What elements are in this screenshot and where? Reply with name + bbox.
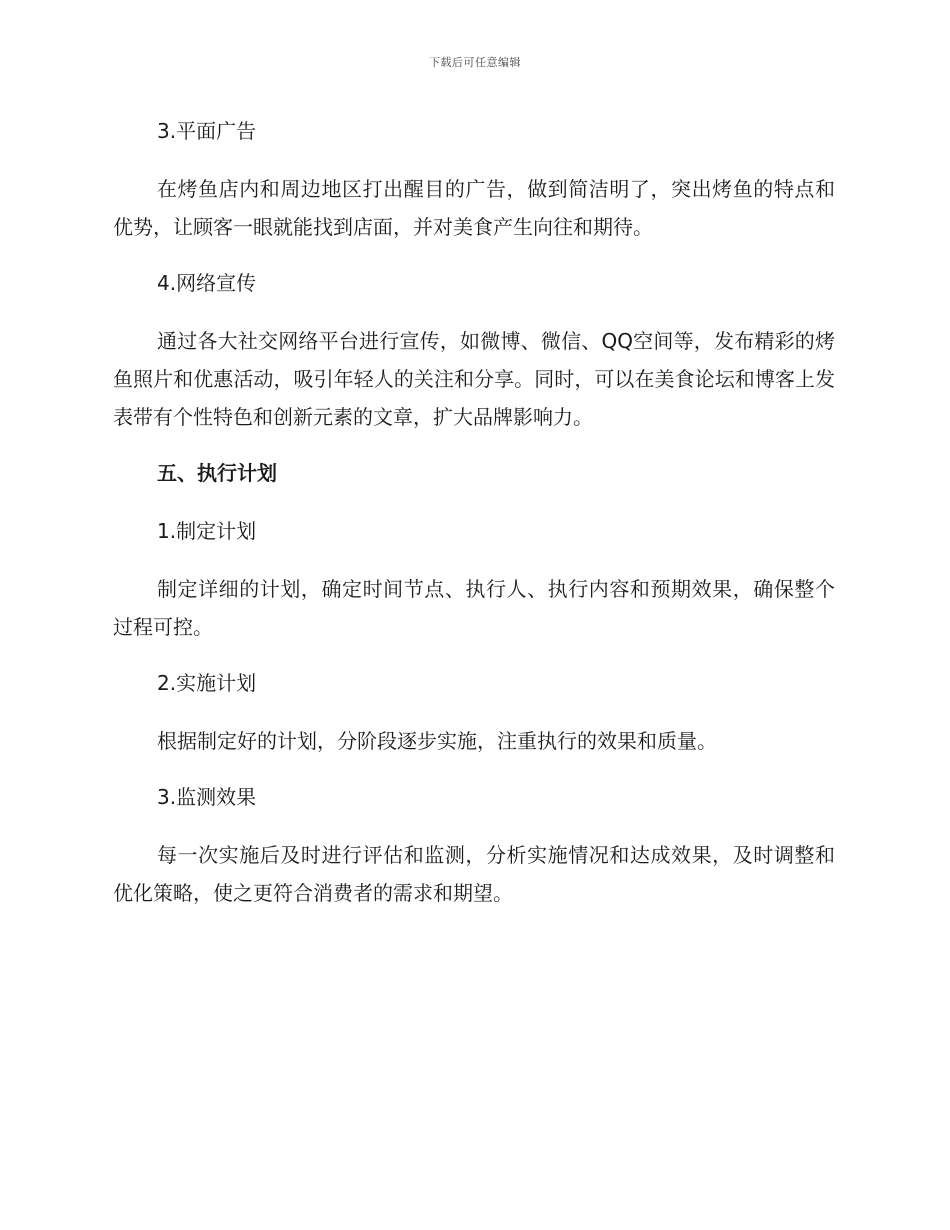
paragraph-implement-plan: 根据制定好的计划，分阶段逐步实施，注重执行的效果和质量。	[157, 729, 717, 753]
subheading-online-promotion: 4.网络宣传	[157, 271, 257, 295]
paragraph-print-ads: 在烤鱼店内和周边地区打出醒目的广告，做到简洁明了，突出烤鱼的特点和优势，让顾客一眼就能找到店面，并对美食产生向往和期待。	[113, 177, 835, 239]
document-body	[113, 112, 835, 930]
paragraph-online-promotion: 通过各大社交网络平台进行宣传，如微博、微信、QQ空间等，发布精彩的烤鱼照片和优惠活动，吸引年轻人的关注和分享。同时，可以在美食论坛和博客上发表带有个性特色和创新元素的文章，扩大品牌影响力。	[113, 329, 835, 429]
subheading-make-plan: 1.制定计划	[157, 519, 257, 543]
page-header-note: 下载后可任意编辑	[429, 56, 521, 69]
paragraph-monitor-results: 每一次实施后及时进行评估和监测，分析实施情况和达成效果，及时调整和优化策略，使之更符合消费者的需求和期望。	[113, 843, 835, 905]
subheading-print-ads: 3.平面广告	[157, 119, 257, 143]
section-title-execution-plan: 五、执行计划	[157, 461, 277, 485]
subheading-monitor-results: 3.监测效果	[157, 785, 257, 809]
subheading-implement-plan: 2.实施计划	[157, 671, 257, 695]
paragraph-make-plan: 制定详细的计划，确定时间节点、执行人、执行内容和预期效果，确保整个过程可控。	[113, 577, 835, 639]
